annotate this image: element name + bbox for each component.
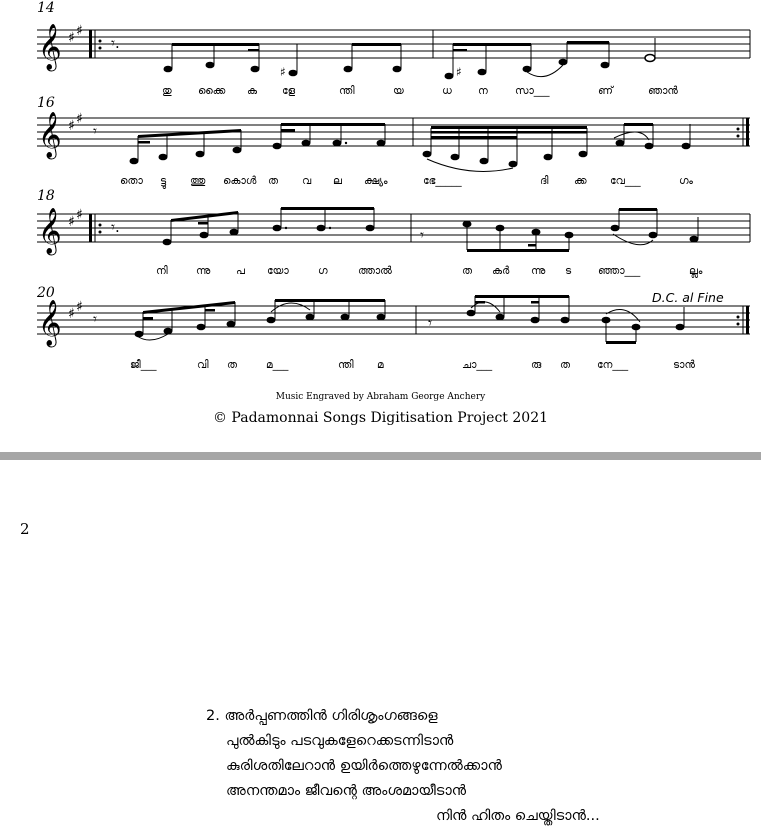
measure-number: 18	[37, 188, 55, 204]
svg-text:ക്ഷ്യം: ക്ഷ്യം	[364, 175, 388, 187]
measure-number: 16	[37, 95, 55, 111]
svg-text:♯: ♯	[68, 306, 75, 322]
lyrics-line	[162, 85, 678, 97]
rest: 𝄾	[428, 314, 432, 332]
lyrics-line	[156, 265, 703, 279]
measure-number: 20	[37, 285, 55, 301]
svg-text:ചാ___: ചാ___	[462, 359, 493, 371]
lyrics-line	[130, 359, 695, 371]
svg-text:സാ___: സാ___	[515, 85, 550, 97]
svg-text:ട്ടു: ട്ടു	[160, 175, 167, 187]
svg-text:വ: വ	[302, 175, 312, 187]
svg-text:ക്കൈ: ക്കൈ	[198, 85, 226, 97]
treble-clef-icon: 𝄞	[38, 112, 62, 158]
rest: 𝄾	[93, 310, 97, 328]
svg-text:ത്തു: ത്തു	[190, 175, 206, 187]
svg-text:ട: ട	[565, 265, 572, 277]
svg-text:വേ___: വേ___	[610, 175, 641, 187]
lyrics-line	[120, 175, 694, 189]
svg-text:ന: ന	[478, 85, 488, 97]
page-number: 2	[20, 520, 30, 538]
svg-text:വി: വി	[197, 359, 209, 371]
verse-line: 2. അർപ്പണത്തിൻ ഗിരിശൃംഗങ്ങളെ	[206, 708, 438, 724]
staff-system-18	[37, 188, 750, 279]
svg-text:♯: ♯	[76, 111, 83, 127]
rest: 𝄾.	[111, 34, 120, 52]
rest: 𝄾	[93, 122, 97, 140]
svg-text:ദി: ദി	[540, 175, 549, 187]
svg-text:ധ: ധ	[442, 85, 452, 97]
svg-text:ടാൻ: ടാൻ	[673, 359, 695, 371]
staff-system-16	[37, 95, 750, 189]
treble-clef-icon: 𝄞	[38, 300, 62, 346]
svg-text:ന്തി: ന്തി	[339, 85, 355, 97]
svg-text:♯: ♯	[68, 118, 75, 134]
verse-line: കുരിശതിലേറാൻ ഉയിർത്തെഴുന്നേൽക്കാൻ	[226, 758, 502, 774]
svg-text:ത: ത	[268, 175, 279, 187]
svg-text:♯: ♯	[76, 299, 83, 315]
svg-text:ളേ: ളേ	[282, 85, 296, 97]
svg-text:ക: ക	[247, 85, 258, 97]
svg-text:ഞ്ഞാ___: ഞ്ഞാ___	[598, 265, 641, 277]
verse-line: പുൽകിടും പടവുകളേറെക്കടന്നിടാൻ	[226, 733, 454, 749]
svg-text:തൊ: തൊ	[120, 175, 143, 187]
page-divider	[0, 452, 761, 460]
svg-text:ക്ക: ക്ക	[574, 175, 587, 187]
svg-text:♯: ♯	[280, 65, 286, 79]
svg-text:യോ: യോ	[267, 265, 289, 277]
svg-text:ഭേ_____: ഭേ_____	[423, 175, 462, 187]
svg-text:♯: ♯	[76, 207, 83, 223]
treble-clef-icon: 𝄞	[38, 24, 62, 70]
engraver-credit: Music Engraved by Abraham George Anchery	[275, 392, 486, 402]
svg-text:രു: രു	[531, 359, 542, 371]
svg-text:ന്നു: ന്നു	[531, 265, 546, 277]
notes-system-2	[130, 123, 691, 171]
rest: 𝄾	[420, 226, 424, 244]
svg-text:ണ്: ണ്	[598, 85, 613, 97]
staff-system-14	[37, 0, 750, 97]
verse-line: അനന്തമാം ജീവന്റെ അംശമായീടാൻ	[226, 783, 467, 799]
svg-text:ത്താൽ: ത്താൽ	[358, 265, 392, 277]
rest: 𝄾.	[111, 218, 120, 236]
verse-block	[206, 704, 600, 829]
copyright-notice: © Padamonnai Songs Digitisation Project 2021	[212, 410, 549, 426]
svg-text:♯: ♯	[68, 214, 75, 230]
dc-al-fine-direction: D.C. al Fine	[652, 290, 724, 305]
svg-text:ഗ: ഗ	[318, 265, 328, 277]
svg-text:കർ: കർ	[492, 265, 510, 277]
repeat-sign	[746, 118, 749, 146]
svg-text:ത: ത	[462, 265, 473, 277]
svg-text:തു: തു	[162, 85, 172, 97]
svg-text:ത: ത	[560, 359, 571, 371]
svg-text:ത: ത	[227, 359, 238, 371]
staff-system-20	[36, 285, 750, 371]
svg-text:ല: ല	[333, 175, 342, 187]
svg-text:ന്നു: ന്നു	[196, 265, 211, 277]
svg-text:കൊൾ: കൊൾ	[223, 175, 257, 187]
svg-text:ല്ലം: ല്ലം	[689, 265, 703, 277]
key-signature: ♯	[68, 30, 75, 46]
measure-number: 14	[37, 0, 55, 16]
svg-text:പ: പ	[236, 265, 245, 277]
lyrics-page	[0, 460, 761, 840]
svg-text:♯: ♯	[76, 23, 83, 39]
svg-text:നി: നി	[156, 265, 168, 277]
svg-text:♯: ♯	[456, 65, 462, 79]
svg-text:ജീ___: ജീ___	[130, 359, 157, 371]
svg-text:യ: യ	[393, 85, 404, 97]
svg-text:ന്തി: ന്തി	[338, 359, 354, 371]
svg-text:മ___: മ___	[266, 359, 289, 371]
svg-text:ഗം: ഗം	[679, 175, 693, 187]
svg-text:ഞാൻ: ഞാൻ	[648, 85, 678, 97]
repeat-sign	[746, 306, 749, 334]
verse-line: നിൻ ഹിതം ചെയ്തിടാൻ...	[436, 808, 600, 824]
treble-clef-icon: 𝄞	[38, 208, 62, 254]
svg-text:നേ___: നേ___	[597, 359, 629, 371]
svg-text:മ: മ	[377, 359, 384, 371]
